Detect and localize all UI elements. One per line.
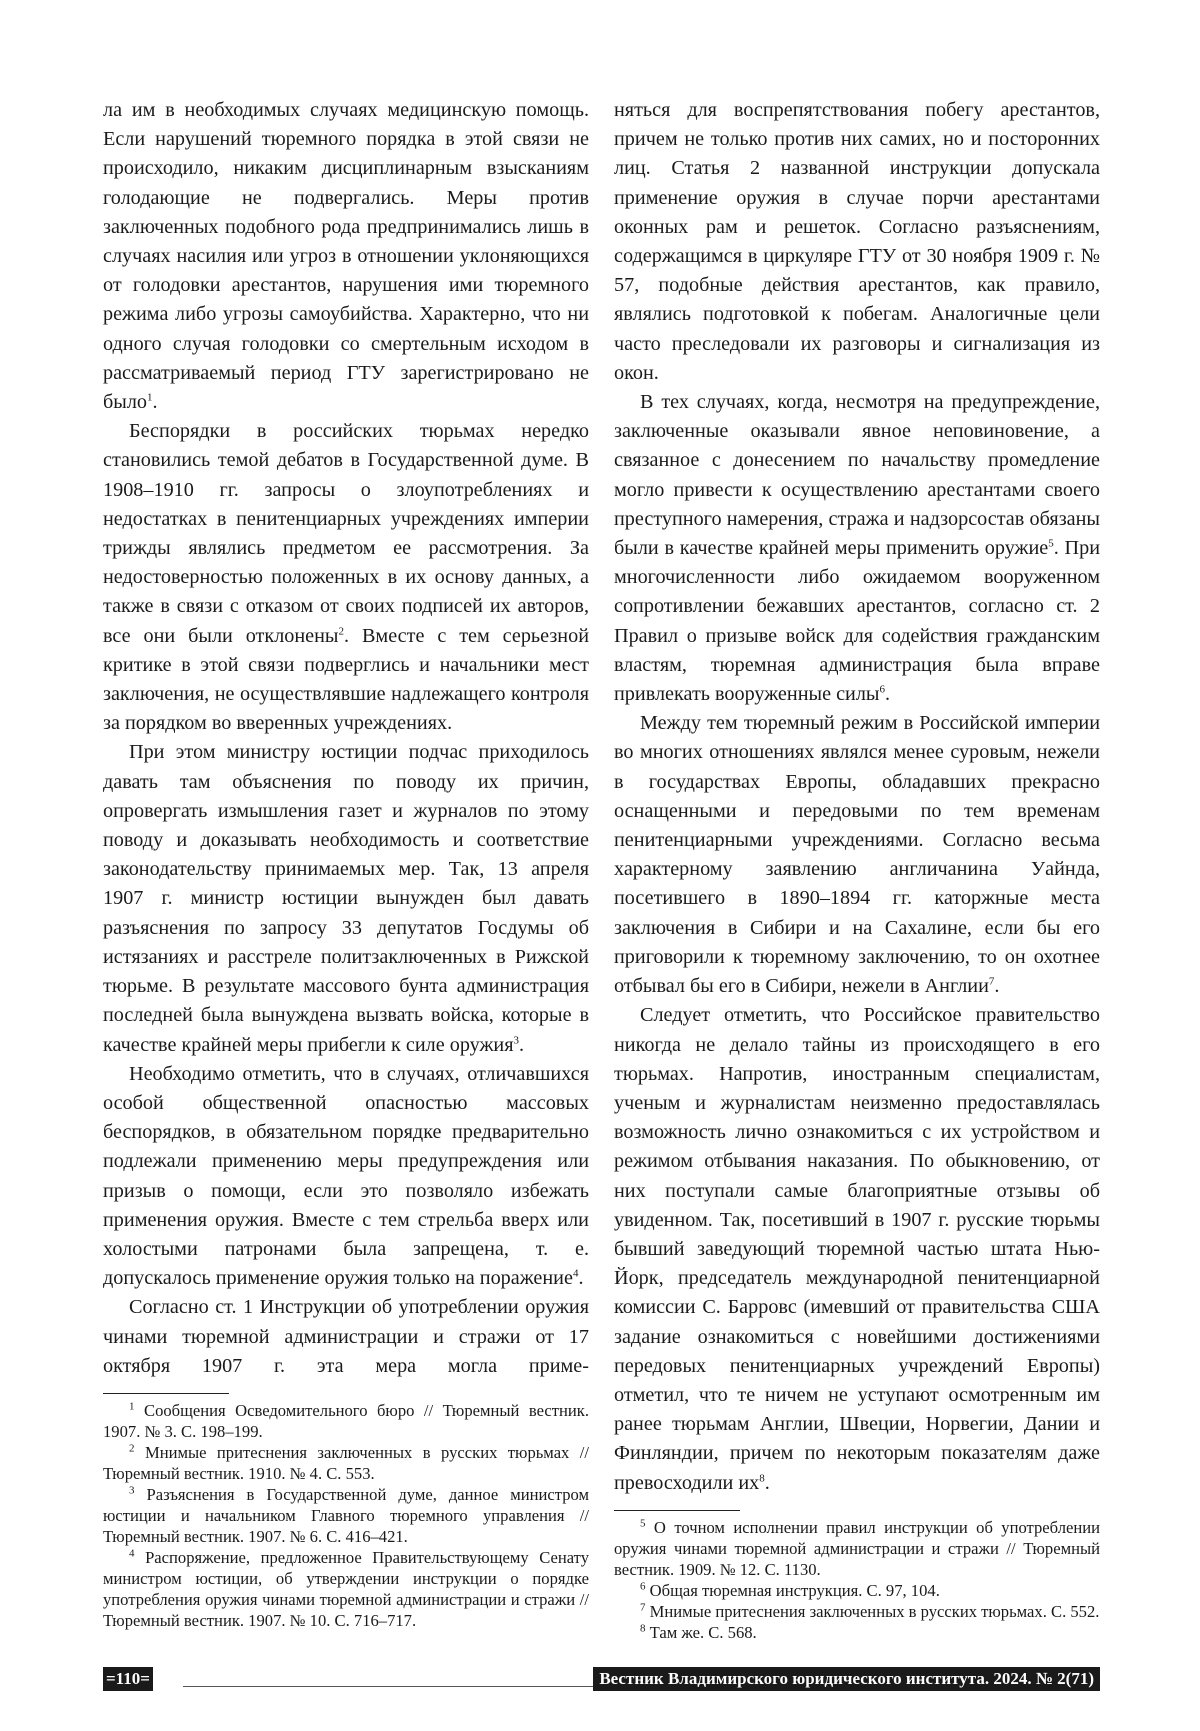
page [0, 0, 1200, 1731]
footnote [103, 1484, 589, 1547]
footnote-text: Там же. С. 568. [650, 1623, 757, 1642]
footnote [614, 1622, 1100, 1643]
footnotes-right [614, 1510, 1100, 1643]
paragraph-text: Согласно ст. 1 Инструкции об употреблении оружия чинами тюремной администрации и стражи от 17 октября 1907 г. эта мера могла приме- [103, 1296, 589, 1376]
footnote-ref[interactable]: 4 [573, 1267, 579, 1279]
footnote [103, 1400, 589, 1442]
footnote-ref[interactable]: 2 [339, 625, 345, 637]
paragraph-text: При этом министру юстиции подчас приходилось давать там объяснения по поводу их причин, опровергать измышления газет и журналов по этому поводу и доказывать необходимость и соответствие законодательству принимаемых мер. Так, 13 апреля 1907 г. министр юстиции вынужден был давать разъяснения по запросу 33 депутатов Госдумы об истязаниях и расстреле политзаключенных в Рижской тюрьме. В результате массового бунта администрация последней была вынуждена вызвать войска, которые в качестве крайней меры прибегли к силе оружия [103, 741, 589, 1055]
paragraph-text: няться для воспрепятствования побегу арестантов, причем не только против них самих, но и посторонних лиц. Статья 2 названной инструкции допускала применение оружия в случае порчи арестантами оконных рам и решеток. Согласно разъяснениям, содержащимся в циркуляре ГТУ от 30 ноября 1909 г. № 57, подобные действия арестантов, как правило, являлись подготовкой к побегам. Аналогичные цели часто преследовали их разговоры и сигнализация из окон. [614, 99, 1100, 384]
footnote-ref[interactable]: 8 [759, 1472, 765, 1484]
footnote-text: Распоряжение, предложенное Правительствующему Сенату министром юстиции, об утверждении инструкции о порядке употребления оружия чинами тюремной администрации и стражи // Тюремный вестник. 1907. № 10. С. 716–717. [103, 1548, 589, 1630]
footnote-number: 2 [129, 1442, 135, 1454]
footnote-divider [103, 1393, 229, 1394]
left-column [103, 96, 589, 1381]
paragraph [103, 1293, 589, 1381]
footnote-ref[interactable]: 3 [514, 1034, 520, 1046]
footnote-ref[interactable]: 1 [147, 391, 153, 403]
columns [103, 96, 1100, 1643]
paragraph-text: . [885, 683, 890, 705]
footnote-text: Общая тюремная инструкция. С. 97, 104. [650, 1581, 940, 1600]
paragraph [614, 709, 1100, 1001]
footnote-number: 5 [640, 1517, 646, 1529]
footnote-number: 1 [129, 1400, 135, 1412]
paragraph-text: . [153, 391, 158, 413]
footnote-divider [614, 1510, 740, 1511]
journal-title: Вестник Владимирского юридического института. 2024. № 2(71) [593, 1667, 1100, 1691]
paragraph [614, 388, 1100, 709]
footnote [103, 1442, 589, 1484]
paragraph [103, 96, 589, 417]
footnote [614, 1601, 1100, 1622]
footnote-ref[interactable]: 7 [989, 975, 995, 987]
paragraph-text: Необходимо отметить, что в случаях, отличавшихся особой общественной опасностью массовых беспорядков, в обязательном порядке предварительно подлежали применению меры предупреждения или призыв о помощи, если это позволяло избежать применения оружия. Вместе с тем стрельба вверх или холостыми патронами была запрещена, т. е. допускалось применение оружия только на поражение [103, 1063, 589, 1289]
paragraph [103, 1060, 589, 1294]
footnote-number: 7 [640, 1601, 646, 1613]
paragraph [614, 96, 1100, 388]
paragraph-text: . [765, 1472, 770, 1494]
footnote-text: Разъяснения в Государственной думе, данное министром юстиции и начальником Главного тюремного управления // Тюремный вестник. 1907. № 6. С. 416–421. [103, 1485, 589, 1546]
footnote-text: О точном исполнении правил инструкции об употреблении оружия чинами тюремной администрации и стражи // Тюремный вестник. 1909. № 12. С. 1130. [614, 1518, 1100, 1579]
right-column [614, 96, 1100, 1498]
page-footer [103, 1667, 1100, 1691]
footnote-text: Мнимые притеснения заключенных в русских тюрьмах // Тюремный вестник. 1910. № 4. С. 553. [103, 1443, 589, 1483]
footnote-ref[interactable]: 6 [879, 683, 885, 695]
page-number: =110= [103, 1667, 153, 1691]
footnote-text: Мнимые притеснения заключенных в русских тюрьмах. С. 552. [650, 1602, 1100, 1621]
paragraph [103, 738, 589, 1059]
footnote-number: 8 [640, 1622, 646, 1634]
paragraph [103, 417, 589, 738]
paragraph-text: ла им в необходимых случаях медицинскую помощь. Если нарушений тюремного порядка в этой связи не происходило, никаким дисциплинарным взысканиям голодающие не подвергались. Меры против заключенных подобного рода предпринимались лишь в случаях насилия или угроз в отношении уклоняющихся от голодовки арестантов, нарушения ими тюремного режима либо угрозы самоубийства. Характерно, что ни одного случая голодовки со смертельным исходом в рассматриваемый период ГТУ зарегистрировано не было [103, 99, 589, 413]
footnotes-left [103, 1393, 589, 1631]
paragraph [614, 1001, 1100, 1497]
footnote-text: Сообщения Осведомительного бюро // Тюремный вестник. 1907. № 3. С. 198–199. [103, 1401, 589, 1441]
footnote-number: 6 [640, 1580, 646, 1592]
footer-divider [183, 1686, 608, 1687]
paragraph-text: . Вместе с тем серьезной критике в этой связи подверглись и начальники мест заключения, не осуществлявшие надлежащего контроля за порядком во вверенных учреждениях. [103, 625, 589, 735]
paragraph-text: В тех случаях, когда, несмотря на предупреждение, заключенные оказывали явное неповиновение, а связанное с донесением по начальству промедление могло привести к осуществлению арестантами своего преступного намерения, стража и надзорсостав обязаны были в качестве крайней меры применить оружие [614, 391, 1100, 559]
footnote [103, 1547, 589, 1631]
paragraph-text: Беспорядки в российских тюрьмах нередко становились темой дебатов в Государственной думе. В 1908–1910 гг. запросы о злоупотреблениях и недостатках в пенитенциарных учреждениях империи трижды являлись предметом ее рассмотрения. За недостоверностью положенных в их основу данных, а также в связи с отказом от своих подписей их авторов, все они были отклонены [103, 420, 589, 646]
footnote [614, 1517, 1100, 1580]
paragraph-text: Следует отметить, что Российское правительство никогда не делало тайны из происходящего в его тюрьмах. Напротив, иностранным специалистам, ученым и журналистам неизменно предоставлялась возможность лично ознакомиться с их устройством и режимом отбывания наказания. По обыкновению, от них поступали самые благоприятные отзывы об увиденном. Так, посетивший в 1907 г. русские тюрьмы бывший заведующий тюремной частью штата Нью-Йорк, председатель международной пенитенциарной комиссии С. Барровс (имевший от правительства США задание ознакомиться с новейшими достижениями передовых пенитенциарных учреждений Европы) отметил, что те ничем не уступают осмотренным им ранее тюрьмам Англии, Швеции, Норвегии, Дании и Финляндии, причем по некоторым показателям даже превосходили их [614, 1004, 1100, 1493]
right-column-wrapper [614, 96, 1100, 1643]
footnote-ref[interactable]: 5 [1048, 537, 1054, 549]
footnote-number: 4 [129, 1547, 135, 1559]
paragraph-text: . [519, 1034, 524, 1056]
left-column-wrapper [103, 96, 589, 1631]
footnote [614, 1580, 1100, 1601]
paragraph-text: . При многочисленности либо ожидаемом вооруженном сопротивлении бежавших арестантов, согласно ст. 2 Правил о призыве войск для содействия гражданским властям, тюремная администрация была вправе привлекать вооруженные силы [614, 537, 1100, 705]
footnote-number: 3 [129, 1484, 135, 1496]
paragraph-text: . [994, 975, 999, 997]
paragraph-text: Между тем тюремный режим в Российской империи во многих отношениях являлся менее суровым, нежели в государствах Европы, обладавших прекрасно оснащенными и передовыми по тем временам пенитенциарными учреждениями. Согласно весьма характерному заявлению англичанина Уайнда, посетившего в 1890–1894 гг. каторжные места заключения в Сибири и на Сахалине, если бы его приговорили к тюремному заключению, то он охотнее отбывал бы его в Сибири, нежели в Англии [614, 712, 1100, 997]
paragraph-text: . [578, 1267, 583, 1289]
